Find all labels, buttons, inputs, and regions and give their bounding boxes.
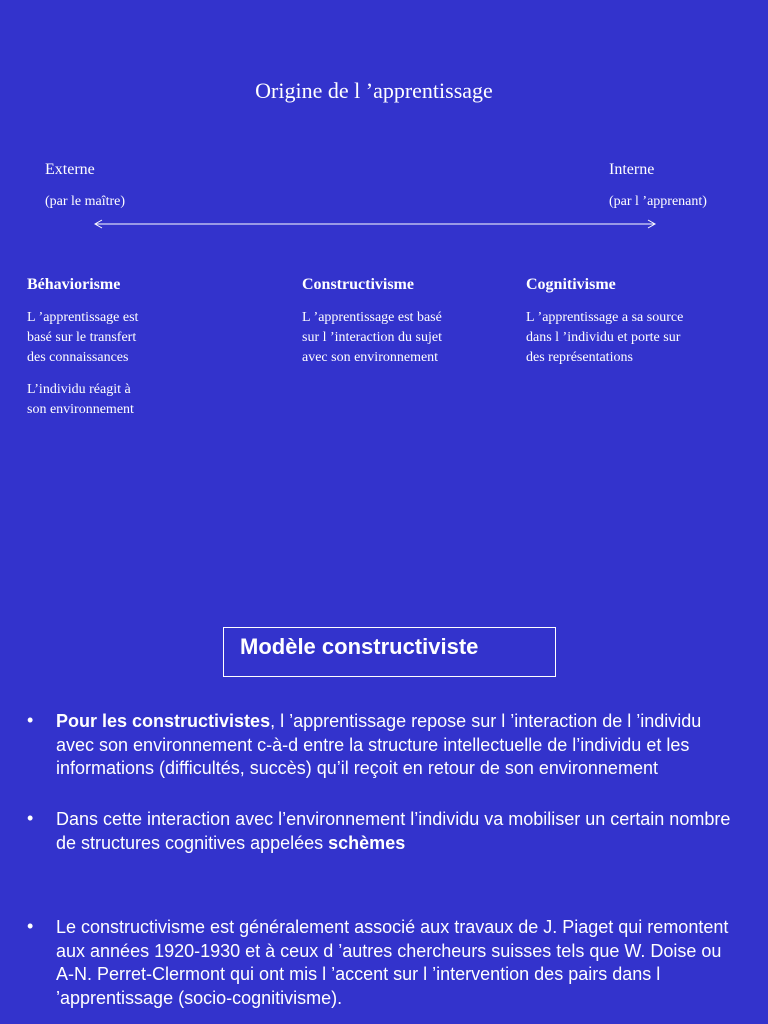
slide2-title-box [223, 627, 556, 677]
pole-externe-label: Externe [45, 161, 95, 178]
column-behaviorisme-title: Béhaviorisme [27, 276, 121, 293]
pole-interne-sub: (par l ’apprenant) [609, 194, 707, 209]
column-cognitivisme-title: Cognitivisme [526, 276, 616, 293]
column-cognitivisme-text: L ’apprentissage a sa source dans l ’individu et porte sur des représentations [526, 310, 684, 365]
bullet-item-2-text: Dans cette interaction avec l’environnement l’individu va mobiliser un certain nombre de structures cognitives appelées [56, 809, 731, 853]
bullet-item-2 [56, 808, 736, 855]
slide2-title: Modèle constructiviste [240, 634, 479, 659]
column-constructivisme-text: L ’apprentissage est basé sur l ’interaction du sujet avec son environnement [302, 310, 442, 365]
bullet-icon: • [27, 916, 34, 936]
column-constructivisme-title: Constructivisme [302, 276, 414, 293]
slide1-title: Origine de l ’apprentissage [255, 78, 493, 103]
column-behaviorisme-text-2: L’individu réagit à son environnement [27, 382, 134, 417]
bullet-item-3 [56, 916, 736, 1010]
pole-externe-sub: (par le maître) [45, 194, 126, 209]
bullet-item-1-bold: Pour les constructivistes [56, 711, 271, 731]
bullet-item-1 [56, 710, 736, 781]
bullet-item-1-text: , l ’apprentissage repose sur l ’interaction de l ’individu avec son environnement c-à-d entre la structure intellectuelle de l’individu et les informations (difficultés, succès) qu’il reçoit en retour de son environnement [56, 711, 702, 778]
bullet-item-3-text: Le constructivisme est généralement associé aux travaux de J. Piaget qui remontent aux années 1920-1930 et à ceux d ’autres chercheurs suisses tels que W. Doise ou A-N. Perret-Clermont qui ont mis l ’accent sur l ’intervention des pairs dans l ’apprentissage (socio-cognitivisme). [56, 917, 729, 1008]
column-behaviorisme-text-1: L ’apprentissage est basé sur le transfert des connaissances [27, 310, 139, 365]
double-arrow-icon [90, 216, 660, 232]
bullet-icon: • [27, 808, 34, 828]
bullet-icon: • [27, 710, 34, 730]
pole-interne-label: Interne [609, 161, 655, 178]
bullet-item-2-bold: schèmes [328, 832, 406, 853]
